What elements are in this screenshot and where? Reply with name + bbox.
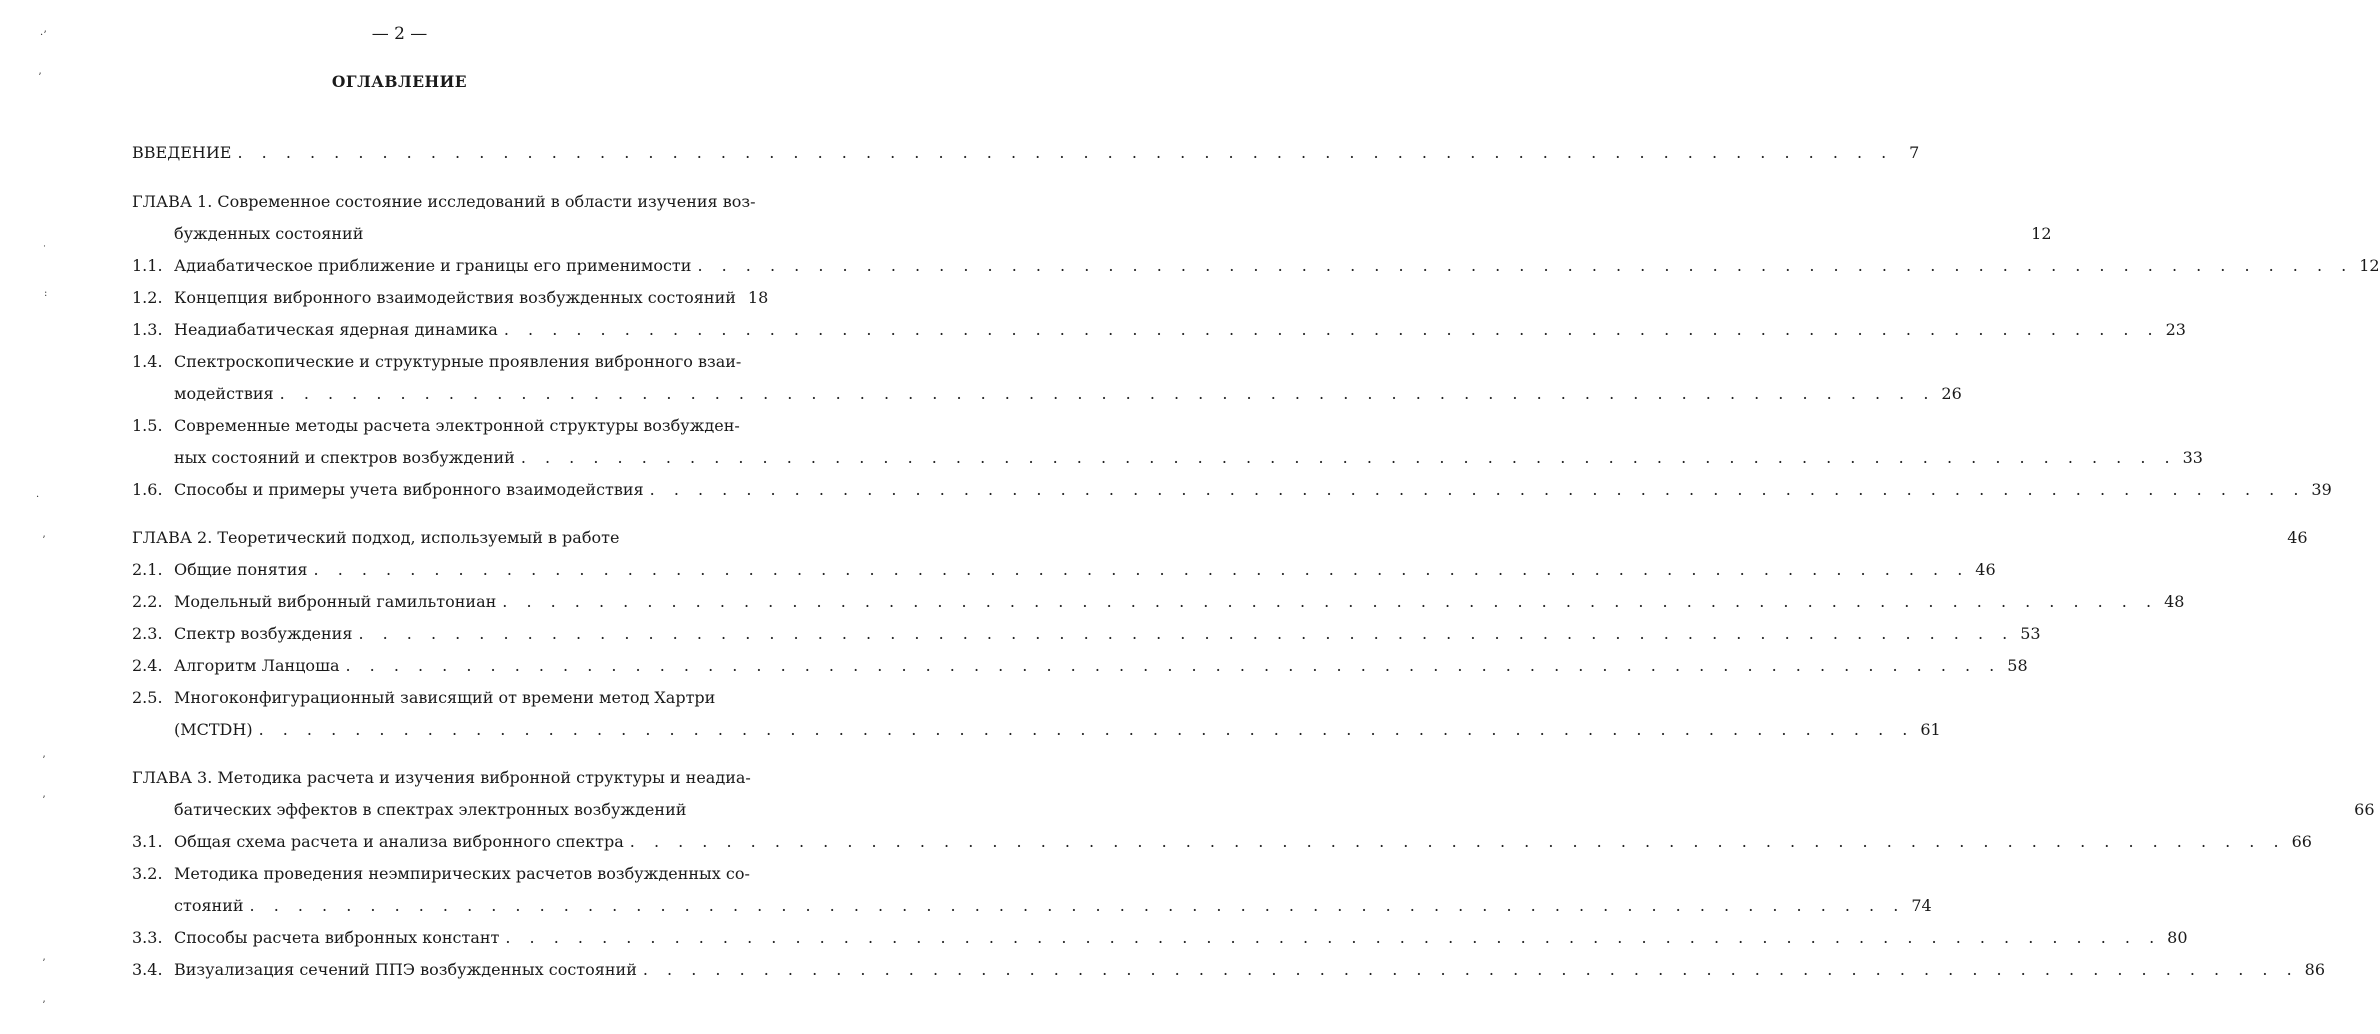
toc-page: 46 bbox=[2287, 528, 2308, 547]
toc-section-3-1[interactable] bbox=[174, 830, 2312, 854]
toc-entry-text: Общая схема расчета и анализа вибронного спектра bbox=[174, 832, 624, 851]
toc-entry-text: Адиабатическое приближение и границы его применимости bbox=[174, 256, 692, 275]
toc-entry-text: ных состояний и спектров возбуждений bbox=[174, 448, 515, 467]
toc-section-number: 3.1. bbox=[132, 832, 163, 851]
leader-dots: . . . . . . . . . . . . . . . . . . . . . . . . . . . . . . . . . . . . . . . . . . . . . . . . . . . . . . . . . . . . . . . . . . . . . bbox=[642, 960, 2299, 979]
leader-dots: . . . . . . . . . . . . . . . . . . . . . . . . . . . . . . . . . . . . . . . . . . . . . . . . . . . . . . . . . . . . . . . . . . . . . bbox=[279, 384, 1936, 403]
toc-section-number: 1.4. bbox=[132, 352, 163, 371]
toc-page: 74 bbox=[1911, 896, 1932, 915]
leader-dots: . . . . . . . . . . . . . . . . . . . . . . . . . . . . . . . . . . . . . . . . . . . . . . . . . . . . . . . . . . . . . . . . . . . . . bbox=[358, 624, 2015, 643]
toc-page: 33 bbox=[2182, 448, 2203, 467]
toc-page: 46 bbox=[1975, 560, 1996, 579]
leader-dots: . . . . . . . . . . . . . . . . . . . . . . . . . . . . . . . . . . . . . . . . . . . . . . . . . . . . . . . . . . . . . . . . . . . . . bbox=[249, 896, 1906, 915]
scan-mark: ʼ bbox=[42, 535, 46, 546]
toc-section-1-5-title[interactable]: Современные методы расчета электронной структуры возбужден- bbox=[174, 416, 740, 435]
toc-entry-text: Алгоритм Ланцоша bbox=[174, 656, 340, 675]
toc-page: 86 bbox=[2304, 960, 2326, 979]
toc-section-3-3[interactable] bbox=[174, 926, 2188, 950]
toc-section-number: 2.4. bbox=[132, 656, 163, 675]
toc-entry-text: (MCTDH) bbox=[174, 720, 253, 739]
toc-entry-text: Модельный вибронный гамильтониан bbox=[174, 592, 497, 611]
toc-entry-text: Общие понятия bbox=[174, 560, 308, 579]
toc-entry-text: Способы и примеры учета вибронного взаимодействия bbox=[174, 480, 644, 499]
leader-dots: . . . . . . . . . . . . . . . . . . . . . . . . . . . . . . . . . . . . . . . . . . . . . . . . . . . . . . . . . . . . . . . . . . . . . bbox=[313, 560, 1970, 579]
toc-section-1-6[interactable] bbox=[174, 478, 2332, 502]
leader-dots: . . . . . . . . . . . . . . . . . . . . . . . . . . . . . . . . . . . . . . . . . . . . . . . . . . . . . . . . . . . . . . . . . . . . . bbox=[503, 320, 2160, 339]
leader-dots: . . . . . . . . . . . . . . . . . . . . . . . . . . . . . . . . . . . . . . . . . . . . . . . . . . . . . . . . . . . . . . . . . . . . . bbox=[237, 143, 1894, 162]
leader-dots: . . . . . . . . . . . . . . . . . . . . . . . . . . . . . . . . . . . . . . . . . . . . . . . . . . . . . . . . . . . . . . . . . . . . . bbox=[258, 720, 1915, 739]
scan-mark: ˙ bbox=[42, 245, 47, 256]
toc-section-2-2[interactable] bbox=[174, 590, 2185, 614]
toc-section-1-3[interactable] bbox=[174, 318, 2186, 342]
toc-section-number: 1.1. bbox=[132, 256, 163, 275]
toc-chapter-2[interactable] bbox=[132, 526, 2308, 550]
toc-chapter-3[interactable] bbox=[174, 798, 2375, 822]
toc-section-2-1[interactable] bbox=[174, 558, 1996, 582]
page-number: — 2 — bbox=[371, 24, 428, 44]
toc-section-number: 1.5. bbox=[132, 416, 163, 435]
toc-chapter-3-title[interactable]: ГЛАВА 3. Методика расчета и изучения вибронной структуры и неадиа- bbox=[132, 768, 751, 787]
toc-entry-text: ГЛАВА 2. Теоретический подход, используемый в работе bbox=[132, 528, 620, 547]
toc-section-1-2[interactable] bbox=[174, 286, 769, 310]
leader-dots: . . . . . . . . . . . . . . . . . . . . . . . . . . . . . . . . . . . . . . . . . . . . . . . . . . . . . . . . . . . . . . . . . . . . . bbox=[520, 448, 2177, 467]
page-title: ОГЛАВЛЕНИЕ bbox=[331, 72, 468, 91]
toc-entry-text: батических эффектов в спектрах электронных возбуждений bbox=[174, 800, 687, 819]
toc-page: 66 bbox=[2291, 832, 2312, 851]
toc-section-3-4[interactable] bbox=[174, 958, 2326, 982]
toc-section-number: 1.3. bbox=[132, 320, 163, 339]
toc-intro[interactable] bbox=[132, 141, 1920, 165]
toc-section-1-4[interactable] bbox=[174, 382, 1962, 406]
leader-dots: . . . . . . . . . . . . . . . . . . . . . . . . . . . . . . . . . . . . . . . . . . . . . . . . . . . . . . . . . . . . . . . . . . . . . bbox=[502, 592, 2159, 611]
toc-page: 48 bbox=[2164, 592, 2185, 611]
toc-entry-text: бужденных состояний bbox=[174, 224, 364, 243]
scan-mark: ʼ bbox=[42, 1000, 46, 1011]
leader-dots: . . . . . . . . . . . . . . . . . . . . . . . . . . . . . . . . . . . . . . . . . . . . . . . . . . . . . . . . . . . . . . . . . . . . . bbox=[345, 656, 2002, 675]
scan-mark: ʼ bbox=[42, 755, 46, 766]
scan-mark: ·ʼ bbox=[40, 30, 47, 41]
toc-page: 12 bbox=[2359, 256, 2380, 275]
scan-mark: ʼ bbox=[38, 72, 42, 83]
toc-section-number: 2.3. bbox=[132, 624, 163, 643]
toc-entry-text: Способы расчета вибронных констант bbox=[174, 928, 500, 947]
toc-entry-text: ВВЕДЕНИЕ bbox=[132, 143, 232, 162]
toc-section-2-4[interactable] bbox=[174, 654, 2028, 678]
toc-page: 53 bbox=[2020, 624, 2041, 643]
toc-page: 12 bbox=[2031, 224, 2052, 243]
toc-section-1-4-title[interactable]: Спектроскопические и структурные проявления вибронного взаи- bbox=[174, 352, 742, 371]
toc-section-2-5-title[interactable]: Многоконфигурационный зависящий от времени метод Хартри bbox=[174, 688, 716, 707]
leader-dots: . . . . . . . . . . . . . . . . . . . . . . . . . . . . . . . . . . . . . . . . . . . . . . . . . . . . . . . . . . . . . . . . . . . . . bbox=[505, 928, 2162, 947]
scan-mark: : bbox=[44, 288, 48, 299]
toc-entry-text: Спектр возбуждения bbox=[174, 624, 353, 643]
toc-page: 61 bbox=[1920, 720, 1941, 739]
toc-section-number: 3.4. bbox=[132, 960, 163, 979]
leader-dots: . . . . . . . . . . . . . . . . . . . . . . . . . . . . . . . . . . . . . . . . . . . . . . . . . . . . . . . . . . . . . . . . . . . . . bbox=[629, 832, 2286, 851]
toc-section-3-2[interactable] bbox=[174, 894, 1932, 918]
toc-section-1-1[interactable] bbox=[174, 254, 2380, 278]
toc-page: 58 bbox=[2007, 656, 2028, 675]
toc-page: 7 bbox=[1909, 143, 1920, 162]
toc-page: 80 bbox=[2167, 928, 2188, 947]
toc-page: 66 bbox=[2354, 800, 2375, 819]
toc-section-2-5[interactable] bbox=[174, 718, 1941, 742]
toc-section-number: 1.2. bbox=[132, 288, 163, 307]
toc-entry-text: Концепция вибронного взаимодействия возбужденных состояний bbox=[174, 288, 736, 307]
toc-section-3-2-title[interactable]: Методика проведения неэмпирических расчетов возбужденных со- bbox=[174, 864, 750, 883]
toc-entry-text: модействия bbox=[174, 384, 274, 403]
toc-entry-text: стояний bbox=[174, 896, 244, 915]
toc-section-number: 1.6. bbox=[132, 480, 163, 499]
toc-section-2-3[interactable] bbox=[174, 622, 2041, 646]
toc-section-number: 2.5. bbox=[132, 688, 163, 707]
toc-chapter-1-title[interactable]: ГЛАВА 1. Современное состояние исследований в области изучения воз- bbox=[132, 192, 756, 211]
scan-mark: ʼ bbox=[42, 795, 46, 806]
toc-page: 26 bbox=[1941, 384, 1962, 403]
toc-section-number: 2.2. bbox=[132, 592, 163, 611]
scan-mark: · bbox=[36, 492, 40, 503]
toc-page: 39 bbox=[2311, 480, 2332, 499]
toc-section-1-5[interactable] bbox=[174, 446, 2203, 470]
scan-mark: ʼ bbox=[42, 958, 46, 969]
toc-entry-text: Визуализация сечений ППЭ возбужденных состояний bbox=[174, 960, 637, 979]
toc-page: 23 bbox=[2165, 320, 2186, 339]
leader-dots: . . . . . . . . . . . . . . . . . . . . . . . . . . . . . . . . . . . . . . . . . . . . . . . . . . . . . . . . . . . . . . . . . . . . . bbox=[697, 256, 2354, 275]
toc-section-number: 2.1. bbox=[132, 560, 163, 579]
toc-chapter-1[interactable] bbox=[174, 222, 2052, 246]
toc-entry-text: Неадиабатическая ядерная динамика bbox=[174, 320, 498, 339]
leader-dots: . . . . . . . . . . . . . . . . . . . . . . . . . . . . . . . . . . . . . . . . . . . . . . . . . . . . . . . . . . . . . . . . . . . . . bbox=[649, 480, 2306, 499]
toc-page: 18 bbox=[747, 288, 769, 307]
toc-section-number: 3.2. bbox=[132, 864, 163, 883]
toc-section-number: 3.3. bbox=[132, 928, 163, 947]
